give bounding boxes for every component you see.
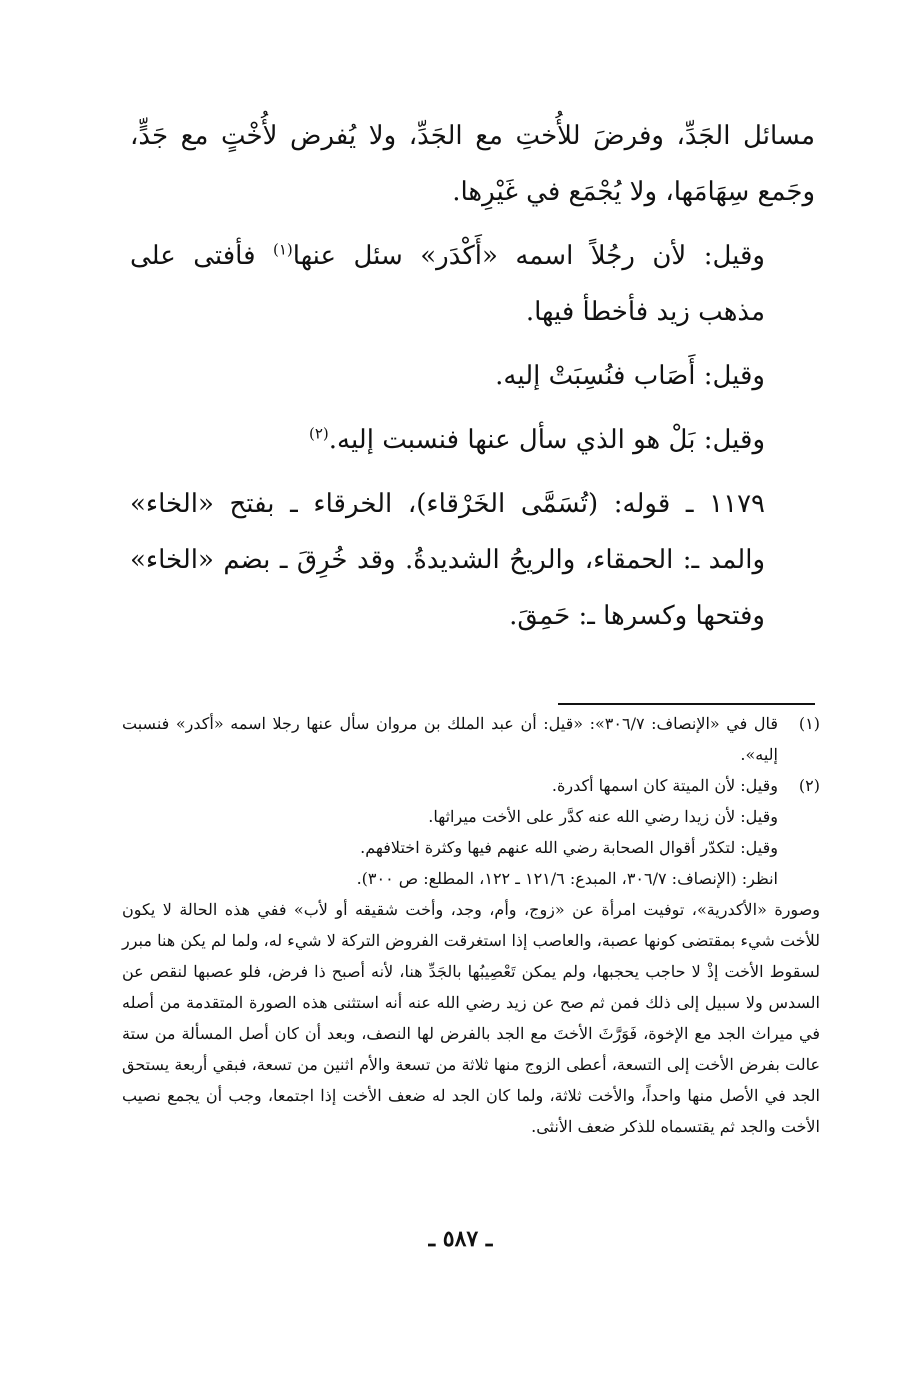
page-number: ـ ٥٨٧ ـ: [428, 1226, 493, 1252]
footnote-2: [122, 770, 820, 801]
main-paragraph-3: وقيل: أَصَاب فنُسِبَتْ إليه.: [495, 361, 765, 391]
footnote-2-number: (٢): [798, 776, 820, 795]
main-paragraph-5: ١١٧٩ ـ قوله: (تُسَمَّى الخَرْقاء)، الخرقاء ـ بفتح «الخاء» والمد ـ: الحمقاء، والريحُ الشديدةُ. وقد خُرِقَ ـ بضم «الخاء» وفتحها وكسرها ـ: حَمِقَ.: [130, 489, 765, 631]
footnote-ref-2[interactable]: (٢): [308, 424, 329, 443]
paragraph-2-tail: فأفتى على مذهب زيد فأخطأ فيها.: [130, 241, 765, 327]
main-paragraph-4: [130, 412, 815, 468]
footnote-2-line-4: انظر: (الإنصاف: ٣٠٦/٧، المبدع: ١٢١/٦ ـ ١٢٢، المطلع: ص ٣٠٠).: [356, 869, 778, 888]
footnote-1-number: (١): [798, 714, 820, 733]
footnote-ref-1[interactable]: (١): [272, 240, 293, 259]
paragraph-4-text: وقيل: بَلْ هو الذي سأل عنها فنسبت إليه.: [328, 425, 765, 455]
footnote-2-line-1: وقيل: لأن الميتة كان اسمها أكدرة.: [551, 776, 778, 795]
paragraph-2-text: وقيل: لأن رجُلاً اسمه «أَكْدَر» سئل عنها: [292, 241, 765, 271]
footnote-separator: [558, 703, 815, 705]
main-paragraph-2: [130, 228, 815, 340]
footnote-2-line-3: وقيل: لتكدّر أقوال الصحابة رضي الله عنهم فيها وكثرة اختلافهم.: [360, 838, 778, 857]
footnote-1: [122, 708, 820, 770]
footnote-2-paragraph: وصورة «الأكدرية»، توفيت امرأة عن «زوج، وأم، وجد، وأخت شقيقه أو لأب» ففي هذه الحالة لا يكون للأخت شيء بمقتضى كونها عصبة، والعاصب إذا استغرقت الفروض التركة لا شيء له، ولما لم يكن هنا مبرر لسقوط الأخت إذْ لا حاجب يحجبها، ولم يمكن تَعْصِيبُها بالجَدِّ هنا، لأنه أصبح ذا فرض، فلو عصبها لنقص عن السدس ولا سبيل إلى ذلك فمن ثم صح عن زيد رضي الله عنه أنه استثنى هذه الصورة المتقدمة من أصله في ميراث الجد مع الإخوة، فَوَرَّثَ الأختَ مع الجد بالفرض لها النصف، وبعد أن كان أصل المسألة من ستة عالت بفرض الأخت إلى التسعة، أعطى الزوج منها ثلاثة من تسعة والأم اثنين من تسعة، فبقي أربعة يستحق الجد في الأصل منها واحداً، والأخت ثلاثة، ولما كان الجد له ضعف الأخت إذا اجتمعا، وجب أن يجمع نصيب الأخت والجد ثم يقتسماه للذكر ضعف الأنثى.: [122, 900, 821, 1136]
footnote-2-line-2: وقيل: لأن زيدا رضي الله عنه كدَّر على الأخت ميراثها.: [428, 807, 778, 826]
footnote-1-text: قال في «الإنصاف: ٣٠٦/٧»: «قيل: أن عبد الملك بن مروان سأل عنها رجلا اسمه «أكدر» فنسبت إليه».: [122, 714, 778, 764]
main-paragraph-1: مسائل الجَدِّ، وفرضَ للأُختِ مع الجَدِّ، ولا يُفرض لأُخْتٍ مع جَدٍّ، وجَمع سِهَامَها، ولا يُجْمَع في غَيْرِها.: [130, 121, 815, 207]
main-text: [130, 108, 815, 644]
footnotes: [122, 708, 820, 1142]
